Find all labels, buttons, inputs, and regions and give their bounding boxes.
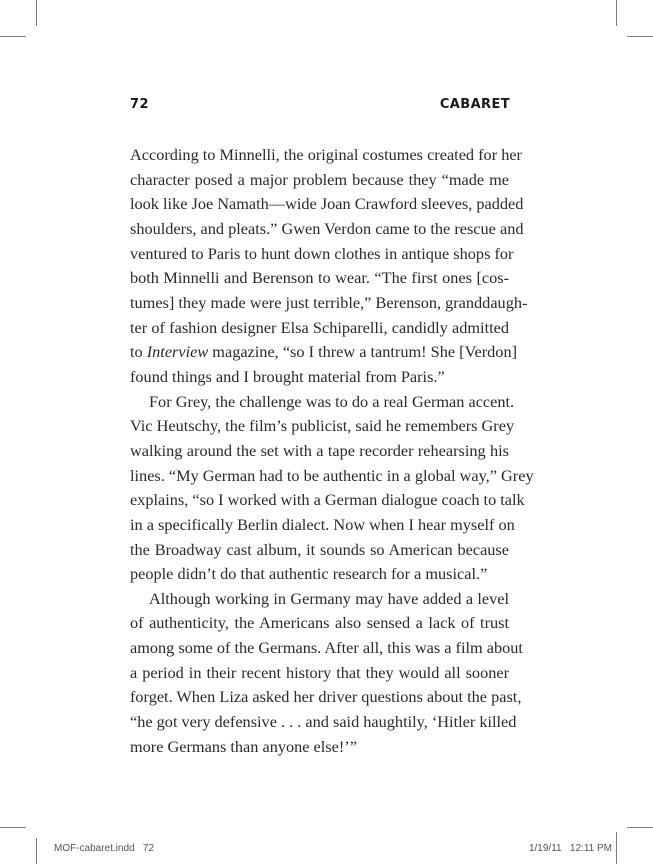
crop-mark-top-left-vertical	[36, 0, 37, 26]
text-line: ventured to Paris to hunt down clothes in antique shops for	[130, 243, 514, 263]
publication-title: Interview	[146, 342, 209, 362]
crop-mark-bottom-left-horizontal	[0, 827, 26, 828]
crop-mark-top-right-horizontal	[627, 36, 653, 37]
crop-mark-bottom-right-vertical	[616, 832, 617, 864]
text-line	[130, 340, 518, 365]
text-line: lines. “My German had to be authentic in a global way,” Grey	[130, 465, 534, 485]
slug-datetime: 1/19/11 12:11 PM	[528, 843, 612, 854]
text-segment: magazine, “so I threw a tantrum! She [Verdon]	[208, 342, 518, 362]
running-title: CABARET	[439, 97, 510, 112]
text-line: people didn’t do that authentic research for a musical.”	[130, 564, 488, 584]
paragraph	[130, 587, 523, 760]
text-line: explains, “so I worked with a German dialogue coach to talk	[130, 490, 525, 510]
text-line: of authenticity, the Americans also sensed a lack of trust	[130, 613, 509, 633]
body-text	[130, 143, 534, 759]
crop-mark-top-right-vertical	[616, 0, 617, 26]
text-line: Vic Heutschy, the film’s publicist, said he remembers Grey	[130, 416, 515, 436]
text-line: among some of the Germans. After all, this was a film about	[130, 638, 523, 658]
text-line: the Broadway cast album, it sounds so American because	[130, 539, 509, 559]
text-line: more Germans than anyone else!’”	[130, 736, 357, 756]
text-line: ter of fashion designer Elsa Schiparelli, candidly admitted	[130, 317, 509, 337]
text-line: shoulders, and pleats.” Gwen Verdon came to the rescue and	[130, 218, 524, 238]
text-line: walking around the set with a tape recorder rehearsing his	[130, 440, 509, 460]
page-number: 72	[130, 97, 149, 112]
text-line: a period in their recent history that they would all sooner	[130, 662, 509, 682]
text-line: For Grey, the challenge was to do a real German accent.	[149, 391, 515, 411]
text-segment: to	[130, 342, 147, 362]
text-line: tumes] they made were just terrible,” Berenson, granddaugh-	[130, 292, 528, 312]
paragraph	[130, 143, 528, 390]
text-line: Although working in Germany may have added a level	[149, 588, 509, 608]
crop-mark-top-left-horizontal	[0, 36, 26, 37]
text-line: found things and I brought material from Paris.”	[130, 366, 445, 386]
paragraph	[130, 390, 534, 587]
text-line: both Minnelli and Berenson to wear. “The first ones [cos-	[130, 268, 509, 288]
text-line: character posed a major problem because they “made me	[130, 169, 509, 189]
running-head	[130, 97, 510, 113]
text-line: According to Minnelli, the original costumes created for her	[130, 145, 522, 164]
text-line: “he got very defensive . . . and said haughtily, ‘Hitler killed	[130, 712, 517, 732]
text-line: forget. When Liza asked her driver questions about the past,	[130, 687, 522, 707]
text-line: look like Joe Namath—wide Joan Crawford sleeves, padded	[130, 194, 524, 214]
crop-mark-bottom-right-horizontal	[627, 827, 653, 828]
text-line: in a specifically Berlin dialect. Now when I hear myself on	[130, 514, 515, 534]
crop-mark-bottom-left-vertical	[36, 838, 37, 864]
slug-filename: MOF-cabaret.indd 72	[54, 843, 155, 854]
